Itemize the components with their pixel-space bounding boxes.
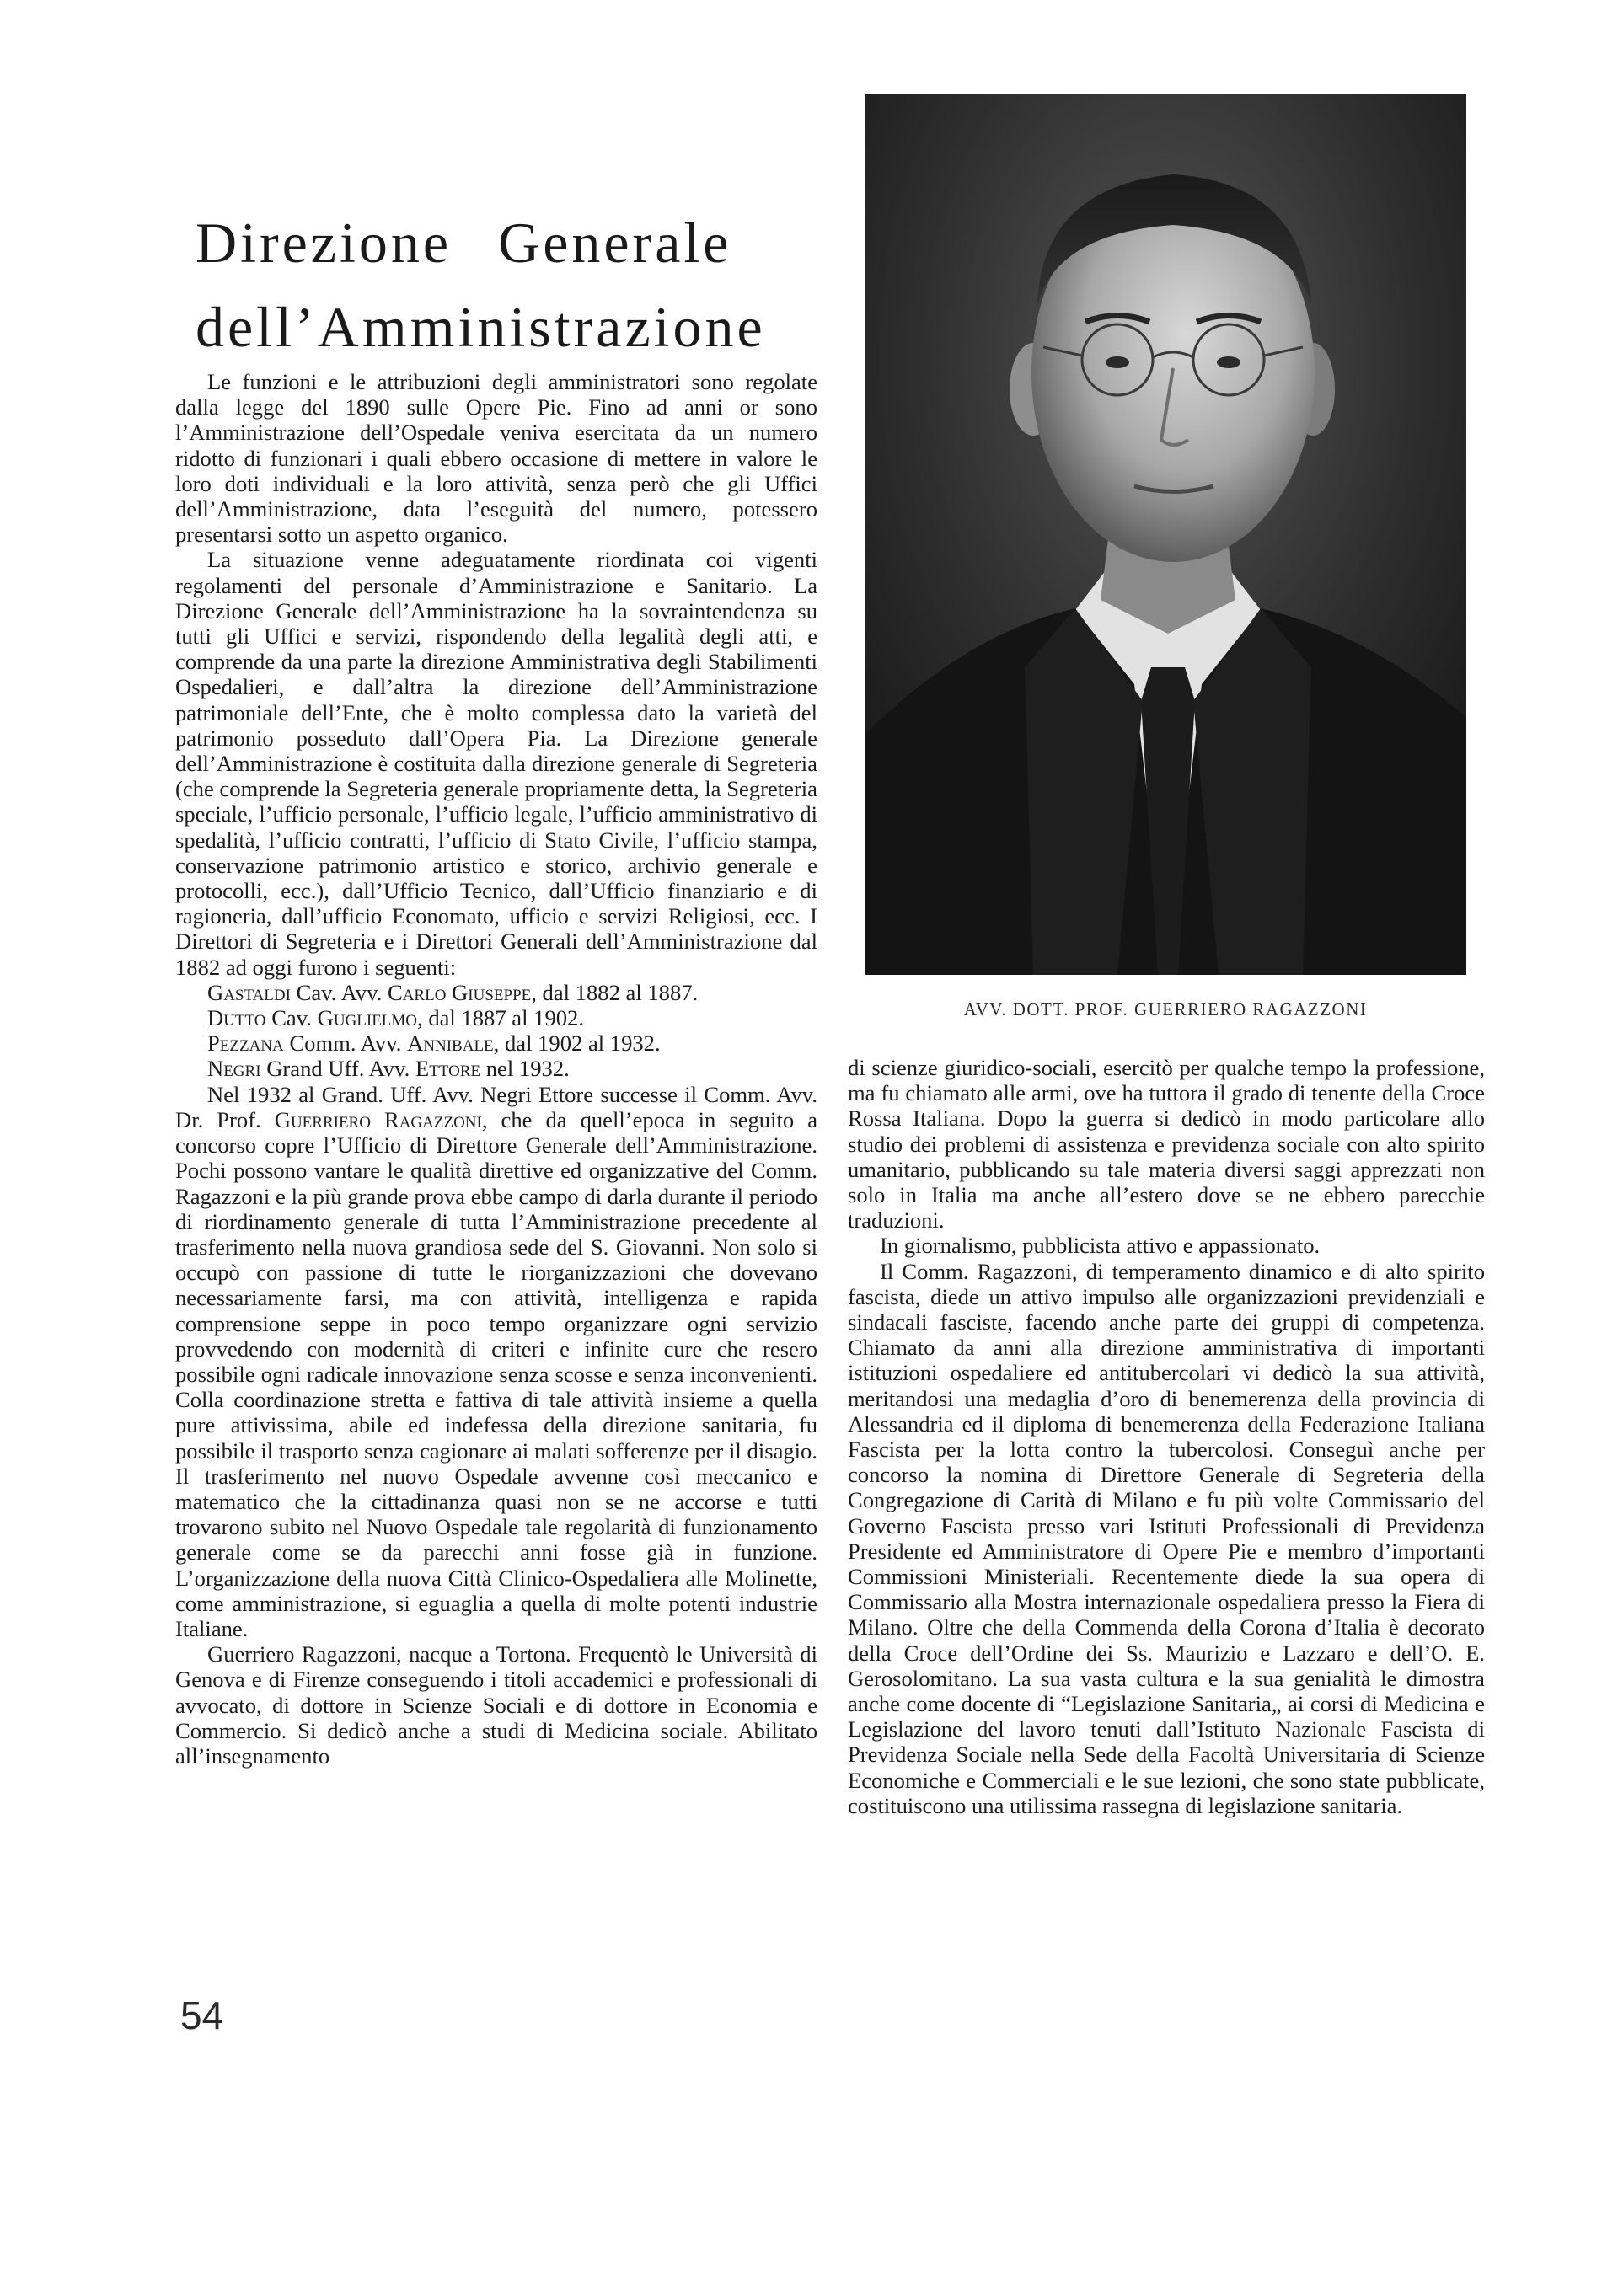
director-period: , dal 1882 al 1887. — [531, 979, 699, 1005]
director-title: Comm. Avv. — [289, 1030, 402, 1057]
paragraph-biography-start: Guerriero Ragazzoni, nacque a Tortona. Frequentò le Università di Genova e di Firenze conseguendo i titoli accademici e professionali di avvocato, di dottore in Scienze Sociali e di dottore in Economia e Commercio. Si dedicò anche a studi di Medicina sociale. Abilitato all’insegnamento — [175, 1641, 817, 1769]
page-title-line1: Direzione Generale — [196, 211, 732, 275]
director-period: , dal 1902 al 1932. — [493, 1030, 661, 1057]
director-period: nel 1932. — [480, 1056, 570, 1082]
director-title: Cav. — [271, 1005, 312, 1031]
portrait-caption: AVV. DOTT. PROF. GUERRIERO RAGAZZONI — [963, 999, 1368, 1020]
paragraph-ragazzoni-appointment — [175, 1082, 817, 1641]
director-list-item — [175, 1030, 817, 1056]
left-column — [175, 369, 817, 1769]
director-given-name: Guglielmo — [317, 1005, 418, 1031]
page-title-line2: dell’Amministrazione — [196, 295, 766, 359]
paragraph-journalism: In giornalismo, pubblicista attivo e appassionato. — [880, 1233, 1321, 1259]
director-surname: Negri — [207, 1056, 261, 1082]
paragraph-biography-continued: di scienze giuridico-sociali, esercitò per qualche tempo la professione, ma fu chiamato alle armi, ove ha tuttora il grado di tenente della Croce Rossa Italiana. Dopo la guerra si dedicò in modo particolare allo studio dei problemi di assistenza e previdenza sociale con alto spirito umanitario, pubblicando su tale materia diversi saggi apprezzati non solo in Italia ma anche all’estero dove se ne ebbero parecchie traduzioni. — [848, 1055, 1485, 1234]
director-given-name: Carlo Giuseppe — [387, 979, 532, 1005]
paragraph-text: Nel 1932 al Grand. Uff. Avv. Negri Ettore successe il Comm. Avv. Dr. Prof. — [175, 1081, 817, 1132]
director-surname: Dutto — [207, 1005, 266, 1031]
paragraph-career: Il Comm. Ragazzoni, di temperamento dinamico e di alto spirito fascista, diede un attivo impulso alle organizzazioni previdenziali e sindacali fasciste, facendo anche parte dei gruppi di competenza. Chiamato da anni alla direzione amministrativa di importanti istituzioni ospedaliere ed antitubercolari vi dedicò la sua attività, meritandosi una medaglia d’oro di benemerenza della provincia di Alessandria ed il diploma di benemerenza della Federazione Italiana Fascista per la lotta contro la tubercolosi. Conseguì anche per concorso la nomina di Direttore Generale di Segreteria della Congregazione di Carità di Milano e fu più volte Commissario del Governo Fascista presso vari Istituti Professionali di Previdenza Presidente ed Amministratore di Opere Pie e membro d’importanti Commissioni Ministeriali. Recentemente diede la sua opera di Commissario alla Mostra internazionale ospedaliera presso la Fiera di Milano. Oltre che della Commenda della Corona d’Italia è decorato della Croce dell’Ordine dei Ss. Maurizio e Lazzaro e dell’O. E. Gerosolomitano. La sua vasta cultura e la sua genialità le dimostra anche come docente di “Legislazione Sanitaria„ ai corsi di Medicina e Legislazione del lavoro tenuti dall’Istituto Nazionale Fascista di Previdenza Sociale nella Sede della Facoltà Universitaria di Scienze Economiche e Commerciali e le sue lezioni, che sono state pubblicate, costituiscono una utilissima rassegna di legislazione sanitaria. — [848, 1258, 1485, 1818]
director-given-name: Annibale — [407, 1030, 494, 1057]
director-list-item — [175, 980, 817, 1005]
director-surname: Pezzana — [207, 1030, 284, 1057]
paragraph-text: , che da quell’epoca in seguito a concorso copre l’Ufficio di Direttore Generale dell’Amministrazione. Pochi possono vantare le qualità direttive ed organizzative del Comm. Ragazzoni e la più grande prova ebbe campo di darla durante il periodo di riordinamento generale di tutta l’Amministrazione precedente al trasferimento nella nuova grandiosa sede del S. Giovanni. Non solo si occupò con passione di tutte le riorganizzazioni che dovevano necessariamente farsi, ma con attività, intelligenza e rapida comprensione seppe in poco tempo organizzare ogni servizio provvedendo con modernità di criteri e infinite cure che resero possibile ogni radicale innovazione senza scosse e senza inconvenienti. Colla coordinazione stretta e fattiva di tale attività insieme a quella pure attivissima, abile ed indefessa della direzione sanitaria, fu possibile il trasporto senza cagionare ai malati sofferenze per il disagio. Il trasferimento nel nuovo Ospedale avvenne così meccanico e matematico che la cittadinanza quasi non se ne accorse e tutti trovarono subito nel Nuovo Ospedale tale regolarità di funzionamento generale come se da parecchi anni fosse già in funzione. L’organizzazione della nuova Città Clinico-Ospedaliera alle Molinette, come amministrazione, si eguaglia a quella di molte potenti industrie Italiane. — [175, 1106, 818, 1641]
director-highlight-name: Guerriero Ragazzoni — [274, 1106, 482, 1132]
page-title — [196, 201, 836, 369]
director-list-item — [175, 1056, 817, 1081]
director-period: , dal 1887 al 1902. — [417, 1005, 584, 1031]
portrait-illustration — [865, 94, 1466, 975]
director-surname: Gastaldi — [207, 979, 291, 1005]
right-column — [848, 1055, 1485, 1818]
portrait-photo — [865, 94, 1466, 975]
paragraph-legal-framework: Le funzioni e le attribuzioni degli amministratori sono regolate dalla legge del 1890 sulle Opere Pie. Fino ad anni or sono l’Amministrazione dell’Ospedale veniva esercitata da un numero ridotto di funzionari i quali ebbero occasione di mettere in valore le loro doti individuali e la loro attività, senza però che gli Uffici dell’Amministrazione, data l’eseguità del numero, potessero presentarsi sotto un aspetto organico. — [175, 369, 817, 548]
page-number: 54 — [180, 1994, 224, 2037]
director-given-name: Ettore — [415, 1056, 481, 1082]
director-title: Grand Uff. Avv. — [266, 1056, 410, 1082]
paragraph-reorganization: La situazione venne adeguatamente riordinata coi vigenti regolamenti del personale d’Amministrazione e Sanitario. La Direzione Generale dell’Amministrazione ha la sovraintendenza su tutti gli Uffici e servizi, rispondendo della legalità degli atti, e comprende da una parte la direzione Amministrativa degli Stabilimenti Ospedalieri, e dall’altra la direzione dell’Amministrazione patrimoniale dell’Ente, che è molto complessa dato la varietà del patrimonio posseduto dall’Opera Pia. La Direzione generale dell’Amministrazione è costituita dalla direzione generale di Segreteria (che comprende la Segreteria generale propriamente detta, la Segreteria speciale, l’ufficio personale, l’ufficio legale, l’ufficio amministrativo di spedalità, l’ufficio contratti, l’ufficio di Stato Civile, l’ufficio stampa, conservazione patrimonio artistico e storico, archivio generale e protocolli, ecc.), dall’Ufficio Tecnico, dall’Ufficio finanziario e di ragioneria, dall’ufficio Economato, ufficio e servizi Religiosi, ecc. I Direttori di Segreteria e i Direttori Generali dell’Amministrazione dal 1882 ad oggi furono i seguenti: — [175, 547, 817, 980]
director-list-item — [175, 1005, 817, 1030]
director-title: Cav. Avv. — [296, 979, 383, 1005]
